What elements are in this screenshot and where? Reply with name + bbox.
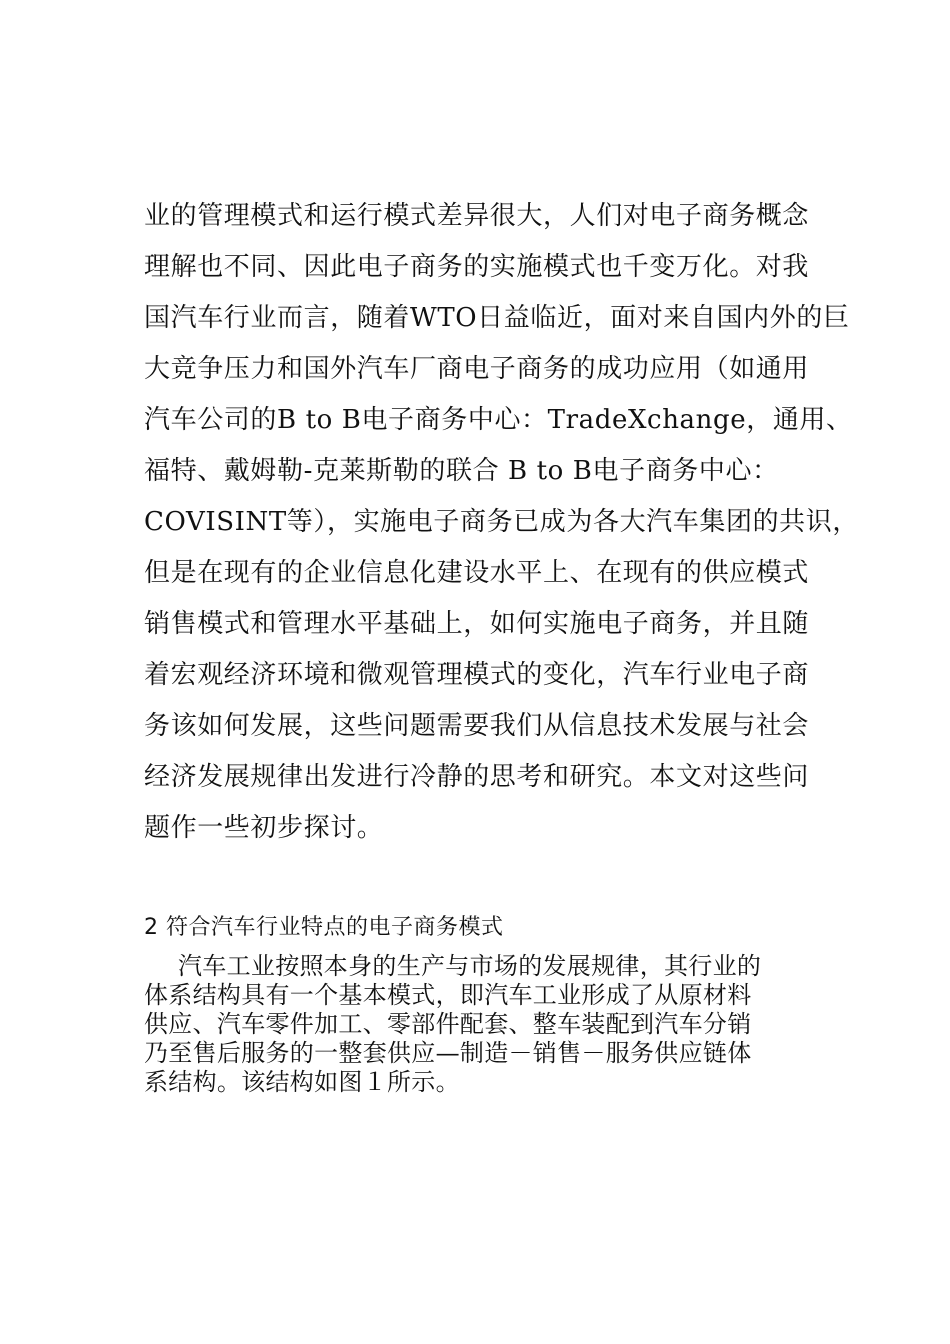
paragraph-line: 业的管理模式和运行模式差异很大，人们对电子商务概念 — [144, 201, 810, 231]
paragraph-line: 理解也不同、因此电子商务的实施模式也千变万化。对我 — [144, 252, 810, 282]
paragraph-line: 务该如何发展，这些问题需要我们从信息技术发展与社会 — [144, 711, 810, 741]
paragraph-line: 国汽车行业而言，随着WTO日益临近，面对来自国内外的巨 — [144, 303, 850, 333]
section-heading: 2 符合汽车行业特点的电子商务模式 — [144, 915, 504, 940]
paragraph-line: 但是在现有的企业信息化建设水平上、在现有的供应模式 — [144, 558, 810, 588]
paragraph-line: 题作一些初步探讨。 — [144, 813, 384, 843]
paragraph-line: 体系结构具有一个基本模式，即汽车工业形成了从原材料 — [144, 981, 752, 1009]
paragraph-line: 供应、汽车零件加工、零部件配套、整车装配到汽车分销 — [144, 1010, 752, 1038]
paragraph-line: 乃至售后服务的一整套供应—制造－销售－服务供应链体 — [144, 1039, 752, 1067]
paragraph-line: 大竞争压力和国外汽车厂商电子商务的成功应用（如通用 — [144, 354, 810, 384]
paragraph-line: COVISINT等），实施电子商务已成为各大汽车集团的共识， — [144, 507, 859, 537]
intro-paragraph — [144, 191, 859, 854]
paragraph-line: 经济发展规律出发进行冷静的思考和研究。本文对这些问 — [144, 762, 810, 792]
paragraph-line: 汽车公司的B to B电子商务中心：TradeXchange，通用、 — [144, 405, 853, 435]
paragraph-line: 着宏观经济环境和微观管理模式的变化，汽车行业电子商 — [144, 660, 810, 690]
paragraph-line: 福特、戴姆勒-克莱斯勒的联合 B to B电子商务中心： — [144, 456, 779, 486]
paragraph-line: 汽车工业按照本身的生产与市场的发展规律，其行业的 — [178, 952, 762, 980]
paragraph-line: 销售模式和管理水平基础上，如何实施电子商务，并且随 — [144, 609, 810, 639]
section-paragraph — [144, 952, 844, 1097]
paragraph-line: 系结构。该结构如图１所示。 — [144, 1068, 460, 1096]
